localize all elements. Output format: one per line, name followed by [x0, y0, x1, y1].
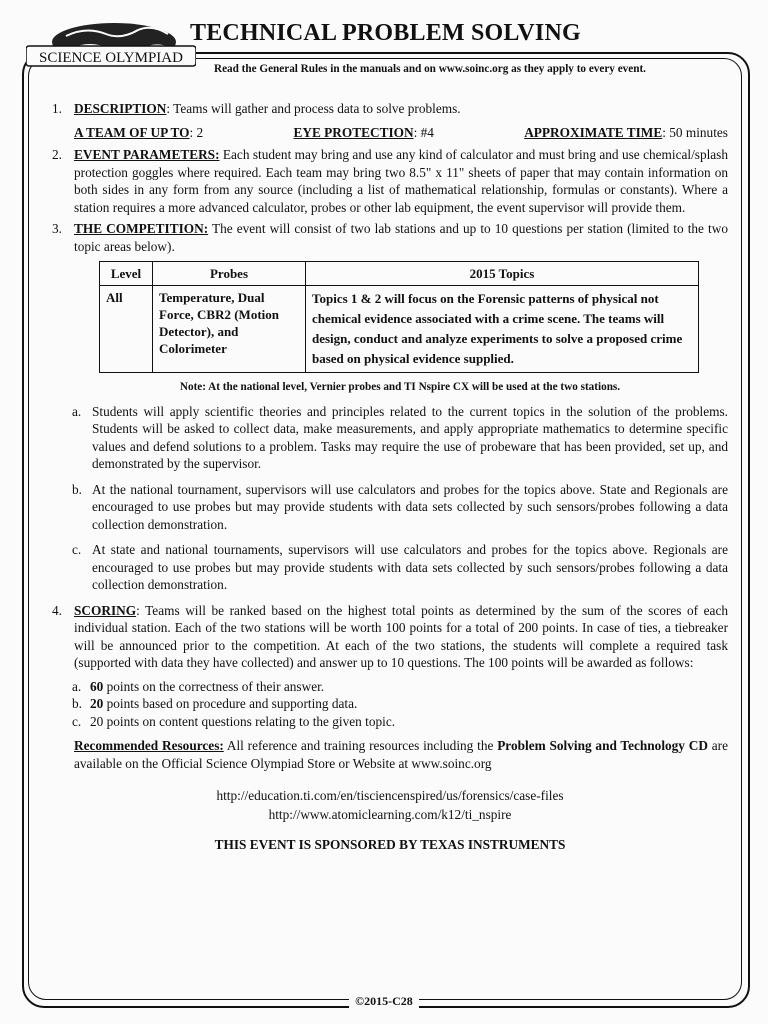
- table-header-level: Level: [100, 262, 153, 286]
- item-letter: a.: [72, 403, 82, 419]
- resources-paragraph: [52, 737, 728, 772]
- resources-text-1: All reference and training resources including the: [223, 738, 498, 753]
- item-text: At the national tournament, supervisors will use calculators and probes for the topics above. State and Regionals are encouraged to use probes but may provide students with data sets collected by such sensors/probes following a data collection demonstration.: [92, 481, 728, 532]
- table-header-probes: Probes: [153, 262, 306, 286]
- table-note: Note: At the national level, Vernier probes and TI Nspire CX will be used at the two stations.: [179, 381, 621, 393]
- topics-table: [99, 261, 699, 373]
- scoring-heading: SCORING: [74, 602, 137, 618]
- eye-label: EYE PROTECTION: [293, 124, 414, 140]
- footer-code-wrap: [0, 994, 768, 1009]
- resource-link[interactable]: http://www.atomiclearning.com/k12/ti_nspire: [268, 807, 512, 822]
- list-item: [52, 541, 728, 594]
- item-letter: b.: [72, 481, 82, 497]
- document-body: [52, 100, 728, 854]
- parameters-text: Each student may bring and use any kind of calculator and must bring and use chemical/splash protection goggles where required. Each team may bring two 8.5" x 11" sheets of paper that may contain information on both sides in any form from any source (including a list of mathematical relationship, formulas or constants). Where a station requires a more advanced calculator, probes or other lab equipment, the event supervisor will provide them.: [74, 147, 729, 215]
- section-number: 3.: [52, 221, 62, 236]
- description-text: : Teams will gather and process data to solve problems.: [166, 101, 461, 116]
- points-list: [52, 678, 728, 731]
- points-text: 20 points on content questions relating to the given topic.: [90, 713, 396, 729]
- description-section: [52, 100, 728, 118]
- parameters-heading: EVENT PARAMETERS:: [74, 147, 220, 162]
- resources-cd: Problem Solving and Technology CD: [497, 738, 708, 753]
- science-olympiad-logo: [26, 22, 196, 70]
- sponsor-line: THIS EVENT IS SPONSORED BY TEXAS INSTRUMENTS: [214, 837, 566, 852]
- resource-link[interactable]: http://education.ti.com/en/tisciencenspired/us/forensics/case-files: [216, 788, 564, 803]
- resources-text-2: are available on the Official Science Olympiad Store or Website at www.soinc.org: [74, 738, 729, 771]
- description-heading: DESCRIPTION: [74, 101, 167, 116]
- list-item: [72, 678, 728, 696]
- competition-heading: THE COMPETITION:: [74, 221, 209, 236]
- logo-text: SCIENCE OLYMPIAD: [39, 50, 183, 66]
- scoring-section: [52, 602, 728, 672]
- item-text: At state and national tournaments, supervisors will use calculators and probes for the topics above. Regionals are encouraged to use probes but may provide students with data sets collected by such sensors/probes following a data collection demonstration.: [92, 542, 728, 592]
- eye-value: : #4: [413, 124, 434, 140]
- section-number: 1.: [52, 101, 62, 116]
- item-letter: c.: [72, 542, 82, 557]
- list-item: [52, 481, 728, 534]
- scoring-text: : Teams will be ranked based on the highest total points as determined by the sum of the scores of each individual station. Each of the two stations will be worth 100 points for a total of 200 points. In case of ties, a tiebreaker will be announced prior to the competition. At each of the two stations, the students will complete a required task (supported with data they have collected) and answer up to 10 questions. The 100 points will be awarded as follows:: [74, 602, 728, 670]
- team-label: A TEAM OF UP TO: [74, 124, 190, 140]
- table-cell-probes: Temperature, Dual Force, CBR2 (Motion Detector), and Colorimeter: [153, 286, 306, 373]
- item-letter: b.: [72, 696, 82, 711]
- time-value: : 50 minutes: [662, 124, 728, 140]
- event-facts-row: [52, 124, 728, 142]
- list-item: [52, 403, 728, 473]
- section-number: 4.: [52, 602, 62, 618]
- table-row: [100, 286, 699, 373]
- table-cell-topics: Topics 1 & 2 will focus on the Forensic patterns of physical not chemical evidence associated with a crime scene. The teams will design, conduct and analyze experiments to solve a proposed crime based on physical evidence supplied.: [306, 286, 699, 373]
- points-value: 60: [90, 678, 104, 694]
- competition-section: [52, 220, 728, 255]
- list-item: [72, 713, 728, 731]
- team-value: : 2: [189, 124, 204, 140]
- item-letter: a.: [72, 678, 82, 694]
- item-text: Students will apply scientific theories and principles related to the current topics in the solution of the problems. Students will be asked to collect data, make measurements, and apply appropriate mathematics to determine specific values and defend solutions to a problem. Tasks may require the use of probeware that has been provided, set up, and demonstrated by the supervisor.: [92, 403, 728, 471]
- rules-note: Read the General Rules in the manuals and on www.soinc.org as they apply to every event.: [214, 63, 646, 75]
- table-cell-level: All: [100, 286, 153, 373]
- parameters-section: [52, 146, 728, 216]
- time-label: APPROXIMATE TIME: [524, 124, 663, 140]
- item-letter: c.: [72, 713, 82, 729]
- competition-text: The event will consist of two lab stations and up to 10 questions per station (limited to the two topic areas below).: [74, 221, 728, 254]
- page-title: TECHNICAL PROBLEM SOLVING: [190, 20, 581, 46]
- resources-heading: Recommended Resources:: [74, 738, 224, 753]
- footer-code: ©2015-C28: [349, 994, 419, 1008]
- points-value: 20: [90, 696, 104, 711]
- section-number: 2.: [52, 147, 62, 162]
- table-header-topics: 2015 Topics: [306, 262, 699, 286]
- points-text: points on the correctness of their answer.: [103, 678, 325, 694]
- points-text: points based on procedure and supporting data.: [103, 696, 358, 711]
- resource-links: [52, 786, 728, 824]
- table-header-row: [100, 262, 699, 286]
- list-item: [72, 695, 728, 713]
